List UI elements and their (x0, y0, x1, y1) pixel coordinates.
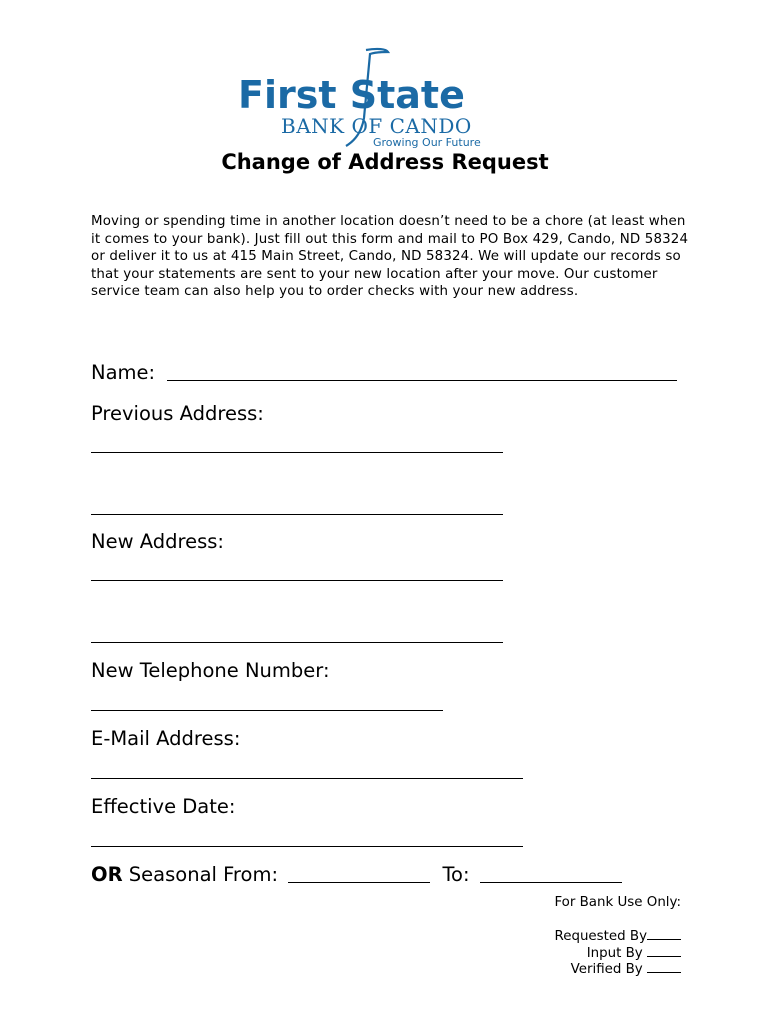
intro-text (91, 213, 691, 301)
intro-paragraph: Moving or spending time in another location doesn’t need to be a chore (at least when it comes to your bank). Just fill out this form and mail to PO Box 429, Cando, ND 58324 or deliver it to us at 415 Main Street, Cando, ND 58324. We will update our records so that your statements are sent to your new location after your move. Our customer service team can also help you to order checks with your new address. (91, 214, 689, 299)
seasonal-from-label: Seasonal From: (128, 863, 279, 886)
input-by-field[interactable] (647, 955, 681, 957)
name-field[interactable] (167, 379, 677, 381)
verified-by-field[interactable] (647, 971, 681, 973)
requested-by-field[interactable] (647, 938, 681, 940)
input-by-row (555, 946, 682, 963)
verified-by-label: Verified By (570, 962, 643, 977)
new-address-label: New Address: (91, 530, 224, 553)
telephone-label: New Telephone Number: (91, 659, 330, 682)
seasonal-from-field[interactable] (288, 881, 430, 883)
input-by-label: Input By (586, 945, 643, 961)
logo-subtitle: BANK OF CANDO (281, 114, 472, 138)
effective-date-field[interactable] (91, 846, 523, 847)
or-label: OR (91, 863, 123, 886)
bank-logo (236, 46, 536, 150)
previous-address-line-1[interactable] (91, 452, 503, 453)
effective-date-label: Effective Date: (91, 795, 236, 818)
email-label: E-Mail Address: (91, 727, 241, 750)
telephone-field[interactable] (91, 710, 443, 711)
name-row (91, 361, 677, 384)
requested-by-label: Requested By (554, 929, 647, 944)
page-title: Change of Address Request (221, 150, 549, 174)
requested-by-row (555, 929, 682, 946)
logo-tagline: Growing Our Future (373, 136, 481, 149)
bank-use-block (555, 929, 682, 979)
new-address-line-1[interactable] (91, 580, 503, 581)
bank-logo-graphic (236, 46, 536, 150)
email-field[interactable] (91, 778, 523, 779)
verified-by-row (555, 962, 682, 979)
name-label: Name: (91, 361, 156, 384)
bank-use-heading: For Bank Use Only: (554, 895, 681, 910)
seasonal-row (91, 863, 622, 886)
logo-title: First State (238, 73, 465, 117)
previous-address-label: Previous Address: (91, 402, 264, 425)
seasonal-to-label: To: (442, 863, 470, 886)
previous-address-line-2[interactable] (91, 514, 503, 515)
seasonal-to-field[interactable] (480, 881, 622, 883)
new-address-line-2[interactable] (91, 642, 503, 643)
